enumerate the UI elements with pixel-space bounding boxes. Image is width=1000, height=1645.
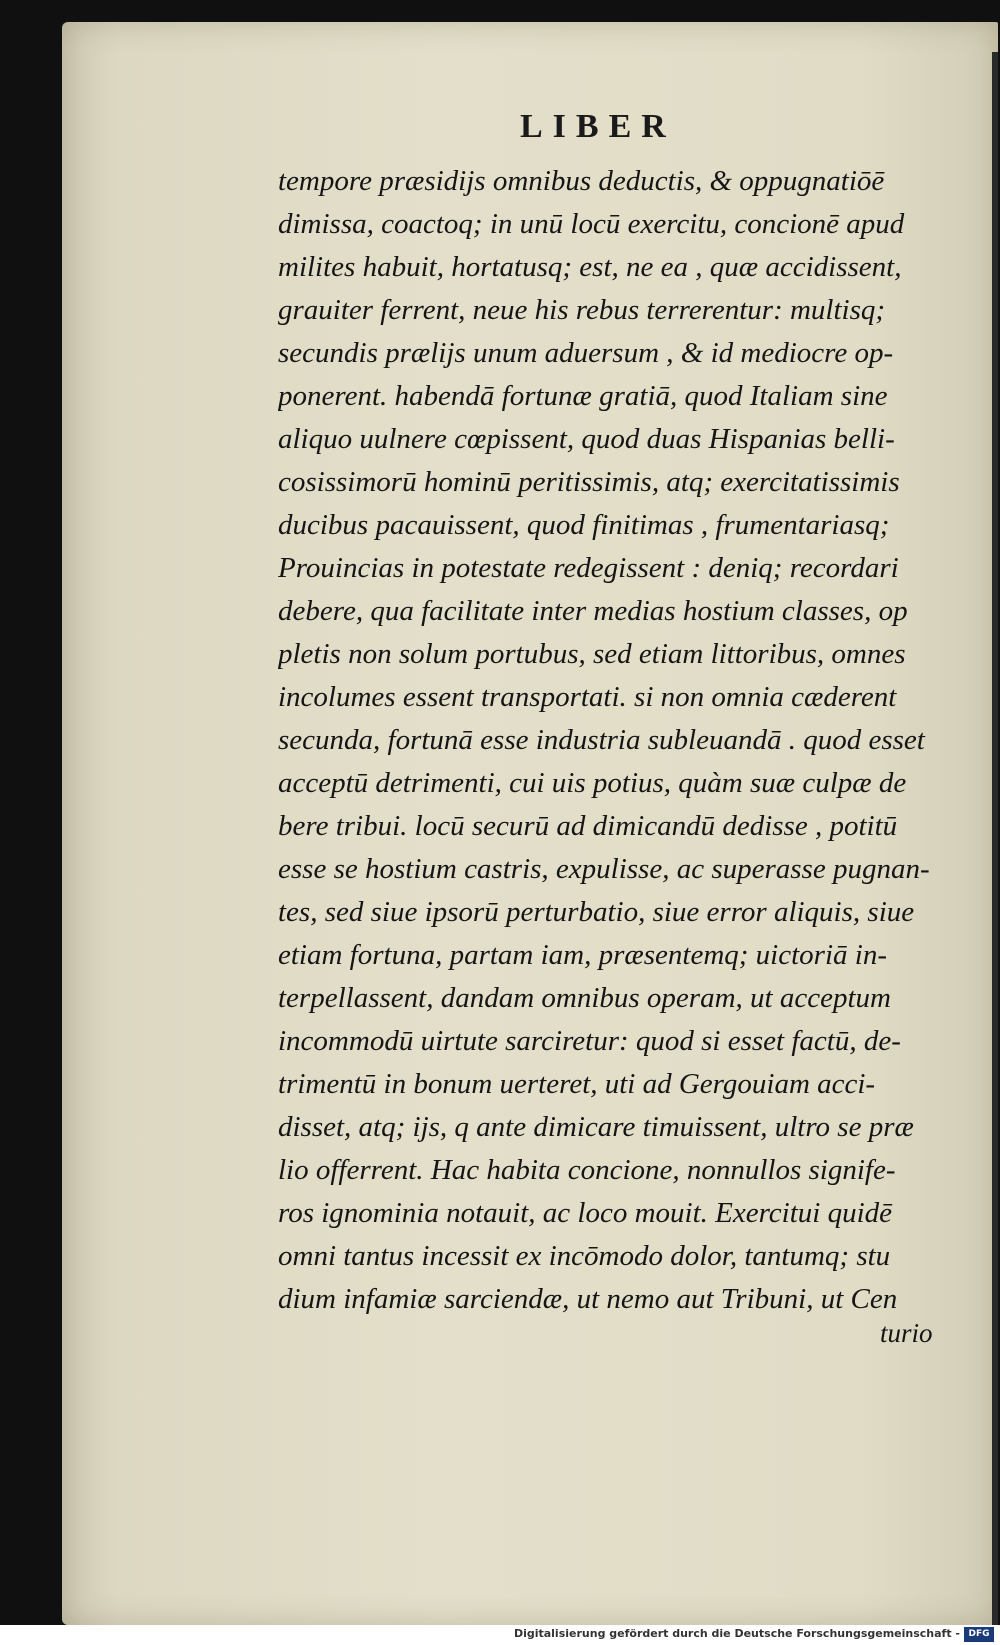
- text-line: pletis non solum portubus, sed etiam littoribus, omnes: [278, 638, 906, 670]
- text-line: etiam fortuna, partam iam, præsentemq; uictoriā in-: [278, 939, 887, 971]
- text-block: [278, 160, 978, 1321]
- text-line: cosissimorū hominū peritissimis, atq; exercitatissimis: [278, 466, 900, 498]
- text-line: aliquo uulnere cœpissent, quod duas Hispanias belli-: [278, 423, 895, 455]
- text-line: dimissa, coactoq; in unū locū exercitu, concionē apud: [278, 208, 905, 240]
- text-line: grauiter ferrent, neue his rebus terrerentur: multisq;: [278, 294, 886, 326]
- text-line: milites habuit, hortatusq; est, ne ea , quæ accidissent,: [278, 251, 902, 283]
- dfg-logo: DFG: [964, 1627, 994, 1642]
- text-line: incommodū uirtute sarciretur: quod si esset factū, de-: [278, 1025, 901, 1057]
- text-line: tempore præsidijs omnibus deductis, & oppugnatiōē: [278, 165, 885, 197]
- text-line: lio offerrent. Hac habita concione, nonnullos signife-: [278, 1154, 896, 1186]
- footer-bar: [0, 1625, 1000, 1645]
- text-line: trimentū in bonum uerteret, uti ad Gergouiam acci-: [278, 1068, 876, 1100]
- text-line: secundis prælijs unum aduersum , & id mediocre op-: [278, 337, 894, 369]
- text-line: acceptū detrimenti, cui uis potius, quàm suæ culpæ de: [278, 767, 907, 799]
- text-line: omni tantus incessit ex incōmodo dolor, tantumq; stu: [278, 1240, 891, 1272]
- text-line: secunda, fortunā esse industria subleuandā . quod esset: [278, 724, 925, 756]
- page-edge: [992, 52, 998, 1632]
- text-line: incolumes essent transportati. si non omnia cæderent: [278, 681, 897, 713]
- text-line: tes, sed siue ipsorū perturbatio, siue error aliquis, siue: [278, 896, 915, 928]
- text-line: dium infamiæ sarciendæ, ut nemo aut Tribuni, ut Cen: [278, 1283, 898, 1315]
- text-line: bere tribui. locū securū ad dimicandū dedisse , potitū: [278, 810, 898, 842]
- text-line: ponerent. habendā fortunæ gratiā, quod Italiam sine: [278, 380, 888, 412]
- text-line: ros ignominia notauit, ac loco mouit. Exercitui quidē: [278, 1197, 893, 1229]
- text-line: terpellassent, dandam omnibus operam, ut acceptum: [278, 982, 891, 1014]
- text-line: disset, atq; ijs, q ante dimicare timuissent, ultro se præ: [278, 1111, 914, 1143]
- text-line: Prouincias in potestate redegissent : deniq; recordari: [278, 552, 899, 584]
- text-line: ducibus pacauissent, quod finitimas , frumentariasq;: [278, 509, 890, 541]
- footer-credit: Digitalisierung gefördert durch die Deutsche Forschungsgemeinschaft -: [513, 1627, 960, 1640]
- running-head: LIBER: [520, 108, 676, 145]
- text-line: debere, qua facilitate inter medias hostium classes, op: [278, 595, 908, 627]
- text-line: esse se hostium castris, expulisse, ac superasse pugnan-: [278, 853, 930, 885]
- catchword: turio: [880, 1318, 933, 1348]
